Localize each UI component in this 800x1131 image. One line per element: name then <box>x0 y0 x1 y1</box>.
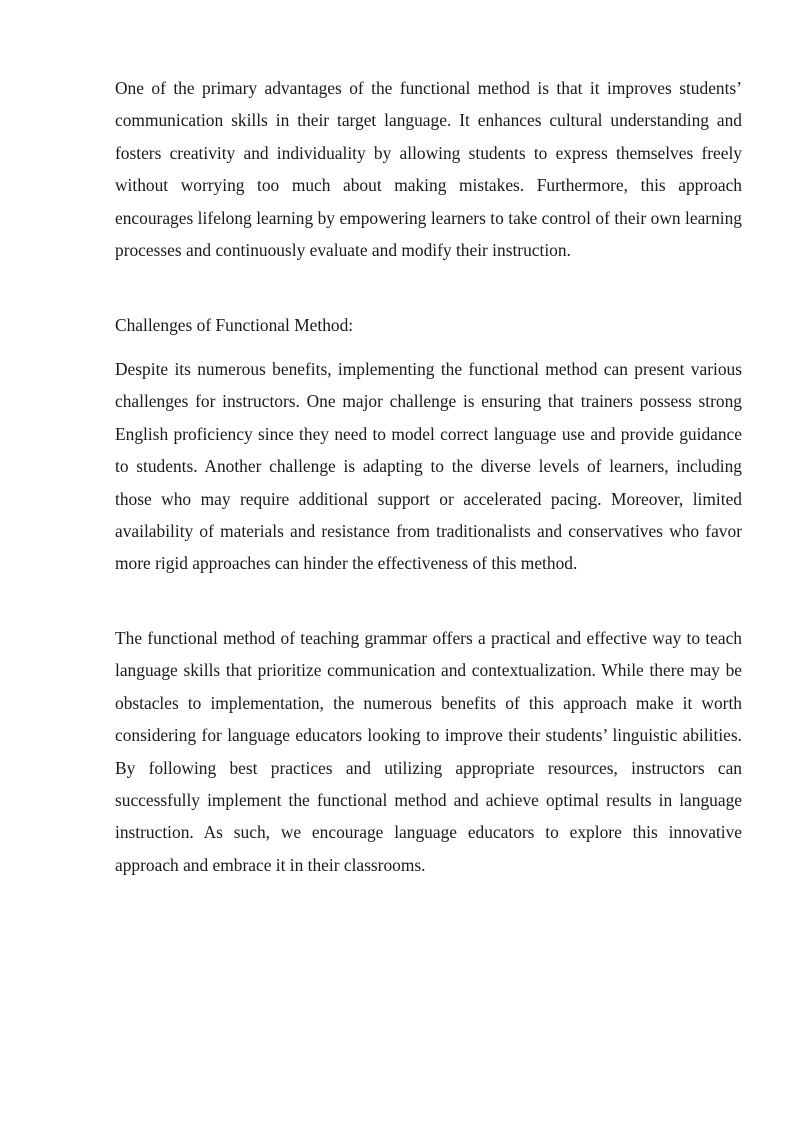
paragraph-challenges: Despite its numerous benefits, implementing the functional method can present various challenges for instructors. One major challenge is ensuring that trainers possess strong English proficiency since they need to model correct language use and provide guidance to students. Another challenge is adapting to the diverse levels of learners, including those who may require additional support or accelerated pacing. Moreover, limited availability of materials and resistance from traditionalists and conservatives who favor more rigid approaches can hinder the effectiveness of this method. <box>115 359 742 574</box>
section-heading: Challenges of Functional Method: <box>115 315 354 335</box>
paragraph-conclusion: The functional method of teaching grammar offers a practical and effective way to teach language skills that prioritize communication and contextualization. While there may be obstacles to implementation, the numerous benefits of this approach make it worth considering for language educators looking to improve their students’ linguistic abilities. By following best practices and utilizing appropriate resources, instructors can successfully implement the functional method and achieve optimal results in language instruction. As such, we encourage language educators to explore this innovative approach and embrace it in their classrooms. <box>115 628 742 875</box>
paragraph-advantages: One of the primary advantages of the functional method is that it improves students’ communication skills in their target language. It enhances cultural understanding and fosters creativity and individuality by allowing students to express themselves freely without worrying too much about making mistakes. Furthermore, this approach encourages lifelong learning by empowering learners to take control of their own learning processes and continuously evaluate and modify their instruction. <box>115 78 742 261</box>
